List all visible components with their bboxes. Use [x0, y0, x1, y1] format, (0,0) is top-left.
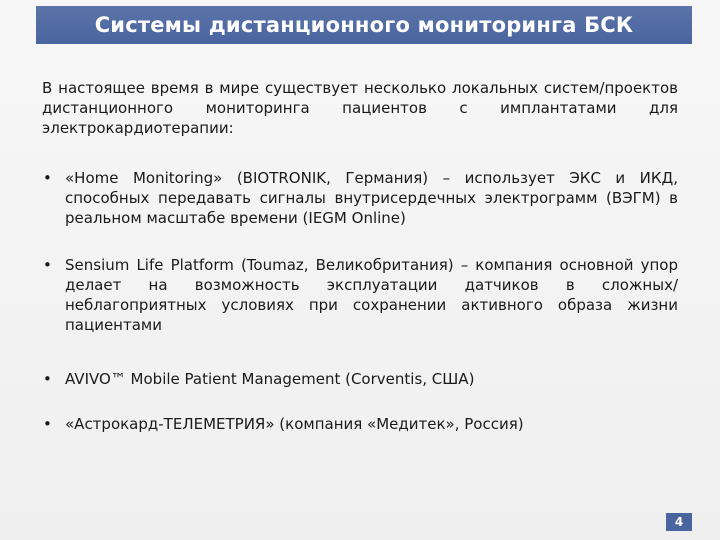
bullet-icon: • — [43, 415, 52, 433]
bullet-icon: • — [43, 370, 52, 388]
bullet-item-home-monitoring — [42, 168, 678, 228]
bullet-text: «Астрокард-ТЕЛЕМЕТРИЯ» (компания «Медитек», Россия) — [65, 415, 524, 433]
bullet-text: Sensium Life Platform (Toumaz, Великобритания) – компания основной упор делает на возможность эксплуатации датчиков в сложных/неблагоприятных условиях при сохранении активного образа жизни пациентами — [65, 256, 678, 334]
bullet-item-astrocard — [42, 414, 678, 434]
bullet-text: «Home Monitoring» (BIOTRONIK, Германия) – использует ЭКС и ИКД, способных передавать сигналы внутрисердечных электрограмм (ВЭГМ) в реальном масштабе времени (IEGM Online) — [65, 169, 678, 227]
bullet-icon: • — [43, 169, 52, 187]
bullet-list — [42, 168, 678, 434]
bullet-item-avivo — [42, 369, 678, 389]
bullet-icon: • — [43, 256, 52, 274]
page-number: 4 — [666, 513, 692, 531]
intro-paragraph: В настоящее время в мире существует несколько локальных систем/проектов дистанционного мониторинга пациентов с имплантатами для электрокардиотерапии: — [42, 79, 678, 137]
title-bar — [36, 6, 692, 44]
slide-title: Системы дистанционного мониторинга БСК — [94, 13, 634, 37]
slide-content — [42, 78, 678, 434]
bullet-text: AVIVO™ Mobile Patient Management (Corventis, США) — [65, 370, 475, 388]
bullet-item-sensium — [42, 255, 678, 335]
